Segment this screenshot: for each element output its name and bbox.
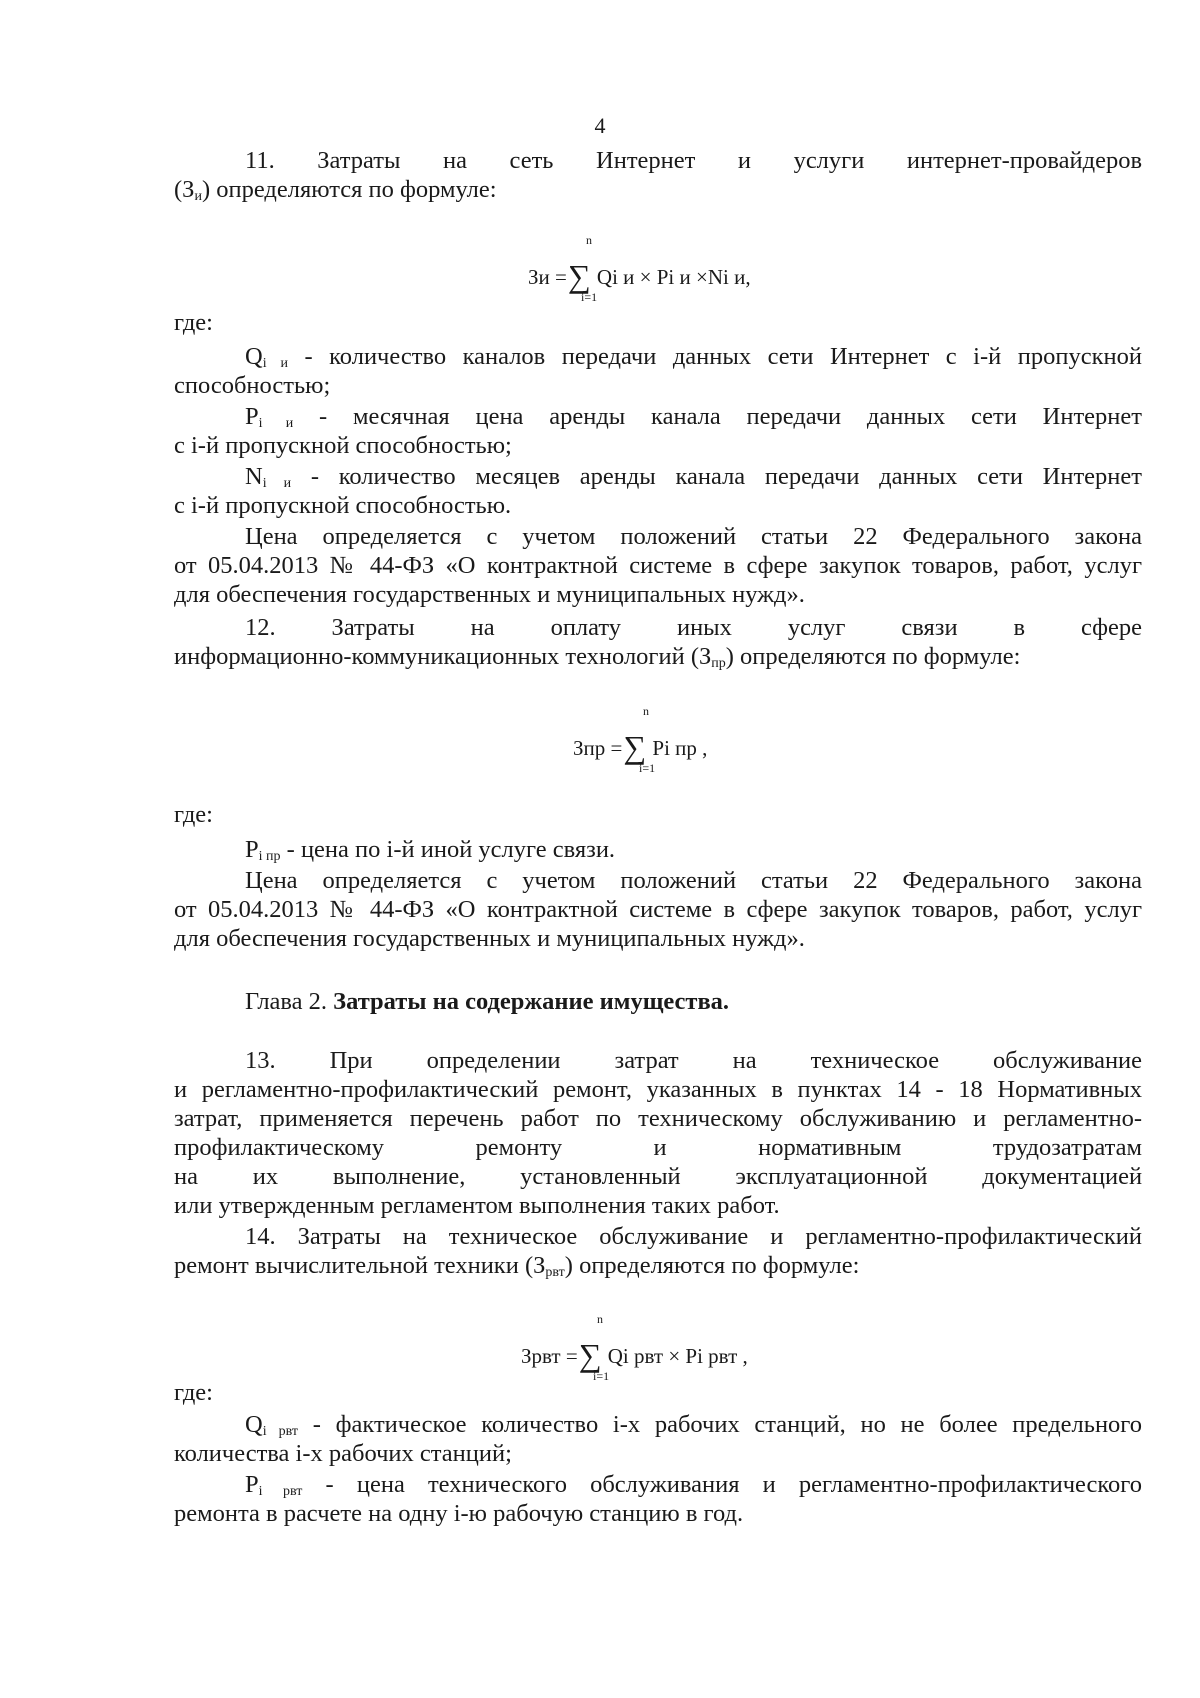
def-prvt-line1: $P_{i рвт}$ - цена технического обслуживания и регламентно-профилактического	[245, 1471, 1142, 1499]
formula2-lower-limit: i=1	[639, 761, 656, 775]
p12-line2: информационно-коммуникационных технологий $(З_{пр})$ определяются по формуле:	[174, 643, 1021, 671]
def-n-line1: $N_{i и}$ - количество месяцев аренды канала передачи данных сети Интернет	[245, 463, 1142, 491]
def-ppr: $P_{i пр}$ - цена по i-й иной услуге связи.	[245, 836, 616, 864]
p13-line5: на их выполнение, установленный эксплуатационной документацией	[174, 1163, 1143, 1190]
formula1-lower-limit: i=1	[581, 290, 598, 304]
where-label: где:	[174, 1379, 213, 1406]
page-number: 4	[594, 113, 606, 138]
def-n-line2: с i-й пропускной способностью.	[174, 492, 512, 519]
sum-sign-icon: ∑	[567, 258, 591, 294]
p12-line1: 12. Затраты на оплату иных услуг связи в сфере	[245, 614, 1143, 641]
p13-line6: или утвержденным регламентом выполнения таких работ.	[174, 1192, 780, 1219]
formula2-upper-limit: n	[643, 704, 649, 718]
price-note-b-line1: Цена определяется с учетом положений статьи 22 Федерального закона	[245, 867, 1142, 894]
def-qrvt-line2: количества i-х рабочих станций;	[174, 1440, 512, 1467]
formula1: Зи =∑ Qi и × Pi и ×Ni и,	[528, 258, 751, 294]
price-note-a-line3: для обеспечения государственных и муниципальных нужд».	[174, 581, 805, 608]
price-note-a-line2: от 05.04.2013 № 44-ФЗ «О контрактной системе в сфере закупок товаров, работ, услуг	[174, 552, 1142, 579]
price-note-b-line2: от 05.04.2013 № 44-ФЗ «О контрактной системе в сфере закупок товаров, работ, услуг	[174, 896, 1142, 923]
p11-line2: $(З_и)$ определяются по формуле:	[174, 176, 497, 204]
def-qrvt-line1: $Q_{i рвт}$ - фактическое количество i-х рабочих станций, но не более предельного	[245, 1411, 1142, 1439]
p14-line1: 14. Затраты на техническое обслуживание и регламентно-профилактический	[245, 1223, 1142, 1250]
def-q-line2: способностью;	[174, 372, 331, 399]
price-note-b-line3: для обеспечения государственных и муниципальных нужд».	[174, 925, 805, 952]
def-q-line1: $Q_{i и}$ - количество каналов передачи данных сети Интернет с i-й пропускной	[245, 343, 1142, 371]
p14-line2: ремонт вычислительной техники $(З_{рвт})$ определяются по формуле:	[174, 1252, 860, 1280]
sum-sign-icon: ∑	[623, 729, 647, 765]
where-label: где:	[174, 801, 213, 828]
formula2: Зпр =∑ Pi пр ,	[573, 729, 708, 765]
def-p-line2: с i-й пропускной способностью;	[174, 432, 512, 459]
formula3-upper-limit: n	[597, 1312, 603, 1326]
price-note-a-line1: Цена определяется с учетом положений статьи 22 Федерального закона	[245, 523, 1142, 550]
p13-line2: и регламентно-профилактический ремонт, указанных в пунктах 14 - 18 Нормативных	[174, 1076, 1142, 1103]
chapter-heading: Глава 2. Затраты на содержание имущества.	[245, 988, 730, 1015]
def-prvt-line2: ремонта в расчете на одну i-ю рабочую станцию в год.	[174, 1500, 744, 1527]
where-label: где:	[174, 309, 213, 336]
formula3-lower-limit: i=1	[593, 1369, 610, 1383]
sum-sign-icon: ∑	[578, 1337, 602, 1373]
p13-line1: 13. При определении затрат на техническое обслуживание	[245, 1047, 1143, 1074]
formula3: Зрвт =∑ Qi рвт × Pi рвт ,	[521, 1337, 748, 1373]
p11-line1: 11. Затраты на сеть Интернет и услуги интернет-провайдеров	[245, 147, 1143, 174]
def-p-line1: $P_{i и}$ - месячная цена аренды канала передачи данных сети Интернет	[245, 403, 1142, 431]
p13-line4: профилактическому ремонту и нормативным трудозатратам	[174, 1134, 1143, 1161]
formula1-upper-limit: n	[586, 233, 592, 247]
p13-line3: затрат, применяется перечень работ по техническому обслуживанию и регламентно-	[174, 1105, 1142, 1132]
